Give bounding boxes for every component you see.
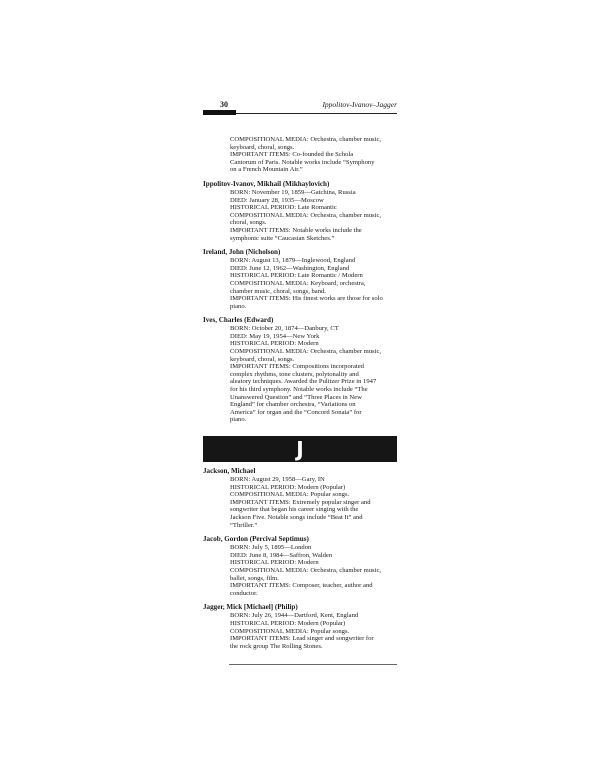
composer-entry	[203, 603, 399, 650]
composer-entry	[203, 467, 399, 529]
composer-name: Ippolitov-Ivanov, Mikhail (Mikhaylovich)	[203, 179, 330, 188]
entry-line: Cantorum of Paris. Notable works include “Symphony	[230, 158, 375, 166]
bottom-rule	[229, 664, 397, 665]
section-letter-banner	[203, 436, 397, 462]
composer-details	[203, 544, 399, 597]
entry-line: BORN: August 29, 1958—Gary, IN	[230, 476, 325, 483]
entry-line: BORN: October 20, 1874—Danbury, CT	[230, 325, 339, 333]
entry-line: HISTORICAL PERIOD: Modern	[230, 559, 319, 567]
entry-line: England” for chamber orchestra, “Variations on	[230, 401, 356, 409]
continued-entry-body	[203, 136, 399, 174]
composer-details	[203, 476, 399, 529]
composer-entry	[203, 180, 399, 242]
entry-line: COMPOSITIONAL MEDIA: Orchestra, chamber music,	[230, 211, 382, 219]
entry-line: BORN: July 5, 1895—London	[230, 544, 312, 552]
entry-line: IMPORTANT ITEMS: Co-founded the Schola	[230, 151, 354, 159]
entry-line: IMPORTANT ITEMS: His finest works are those for solo	[230, 295, 383, 303]
entry-line: HISTORICAL PERIOD: Late Romantic / Modern	[230, 272, 363, 280]
entry-line: America” for organ and the “Concord Sonata” for	[230, 408, 362, 416]
entry-line: COMPOSITIONAL MEDIA: Popular songs.	[230, 491, 350, 499]
entry-line: BORN: August 13, 1879—Inglewood, England	[230, 257, 356, 265]
running-title: Ippolitov-Ivanov–Jagger	[322, 100, 397, 109]
composer-name: Jackson, Michael	[203, 467, 256, 475]
entry-line: DIED: June 12, 1962—Washington, England	[230, 264, 350, 272]
entry-line: “Thriller.”	[230, 521, 258, 529]
section-j-entries	[203, 467, 399, 650]
entry-line: complex rhythms, tone clusters, polytonality and	[230, 370, 359, 378]
entry-line: HISTORICAL PERIOD: Modern (Popular)	[230, 619, 346, 627]
entry-line: DIED: January 28, 1935—Moscow	[230, 196, 324, 204]
entry-line: COMPOSITIONAL MEDIA: Orchestra, chamber music,	[230, 566, 382, 574]
entry-line: DIED: June 8, 1984—Saffron, Walden	[230, 551, 333, 559]
entry-line: COMPOSITIONAL MEDIA: Orchestra, chamber music,	[230, 348, 382, 356]
entry-line: the rock group The Rolling Stones.	[230, 642, 323, 650]
section-i-entries	[203, 136, 399, 424]
entry-line: DIED: May 19, 1954—New York	[230, 332, 320, 340]
entry-line: BORN: July 26, 1944—Dartford, Kent, England	[230, 612, 359, 620]
entry-line: IMPORTANT ITEMS: Extremely popular singer and	[230, 498, 371, 506]
composer-details	[203, 612, 399, 650]
entry-line: keyboard, choral, songs.	[230, 143, 295, 151]
entry-line: COMPOSITIONAL MEDIA: Keyboard, orchestra,	[230, 279, 366, 287]
entry-line: IMPORTANT ITEMS: Lead singer and songwriter for	[230, 635, 374, 643]
section-letter: J	[296, 437, 304, 461]
entry-line: HISTORICAL PERIOD: Modern (Popular)	[230, 483, 346, 491]
entry-line: aleatory techniques. Awarded the Pulitzer Prize in 1947	[230, 378, 377, 386]
entry-line: songwriter that began his career singing with the	[230, 506, 359, 514]
entry-line: Unanswered Question” and “Three Places in New	[230, 393, 362, 401]
entry-line: conductor.	[230, 589, 258, 597]
composer-entry	[203, 535, 399, 597]
entry-line: IMPORTANT ITEMS: Notable works include the	[230, 226, 362, 234]
entry-line: BORN: November 19, 1859—Gatchina, Russia	[230, 188, 356, 196]
entry-line: on a French Mountain Air.”	[230, 166, 303, 174]
entry-line: ballet, songs, film.	[230, 574, 279, 582]
composer-name: Jacob, Gordon (Percival Septimus)	[203, 535, 309, 544]
composer-details	[203, 325, 399, 424]
entry-line: HISTORICAL PERIOD: Late Romantic	[230, 204, 337, 212]
entry-line: for his third symphony. Notable works include “The	[230, 386, 368, 394]
entry-line: keyboard, choral, songs.	[230, 355, 295, 363]
entry-line: COMPOSITIONAL MEDIA: Orchestra, chamber music,	[230, 136, 382, 143]
composer-details	[203, 189, 399, 242]
entry-line: COMPOSITIONAL MEDIA: Popular songs.	[230, 627, 350, 635]
entry-line: symphonic suite “Caucasian Sketches.”	[230, 234, 335, 242]
entry-line: piano.	[230, 416, 247, 424]
entry-line: HISTORICAL PERIOD: Modern	[230, 340, 319, 348]
entry-line: Jackson Five. Notable songs include “Beat It” and	[230, 513, 363, 521]
entry-line: IMPORTANT ITEMS: Compositions incorporated	[230, 363, 364, 371]
composer-name: Ireland, John (Nicholson)	[203, 248, 281, 257]
entry-line: choral, songs.	[230, 219, 267, 227]
page-number: 30	[220, 100, 228, 109]
entry-line: chamber music, choral, songs, band.	[230, 287, 326, 295]
entry-line: IMPORTANT ITEMS: Composer, teacher, author and	[230, 582, 373, 590]
entry-line: piano.	[230, 302, 247, 310]
header-accent-bar	[203, 110, 236, 115]
composer-name: Ives, Charles (Edward)	[203, 316, 274, 325]
composer-details	[203, 257, 399, 310]
composer-entry	[203, 248, 399, 310]
composer-name: Jagger, Mick [Michael] (Philip)	[203, 603, 298, 612]
composer-entry	[203, 316, 399, 424]
